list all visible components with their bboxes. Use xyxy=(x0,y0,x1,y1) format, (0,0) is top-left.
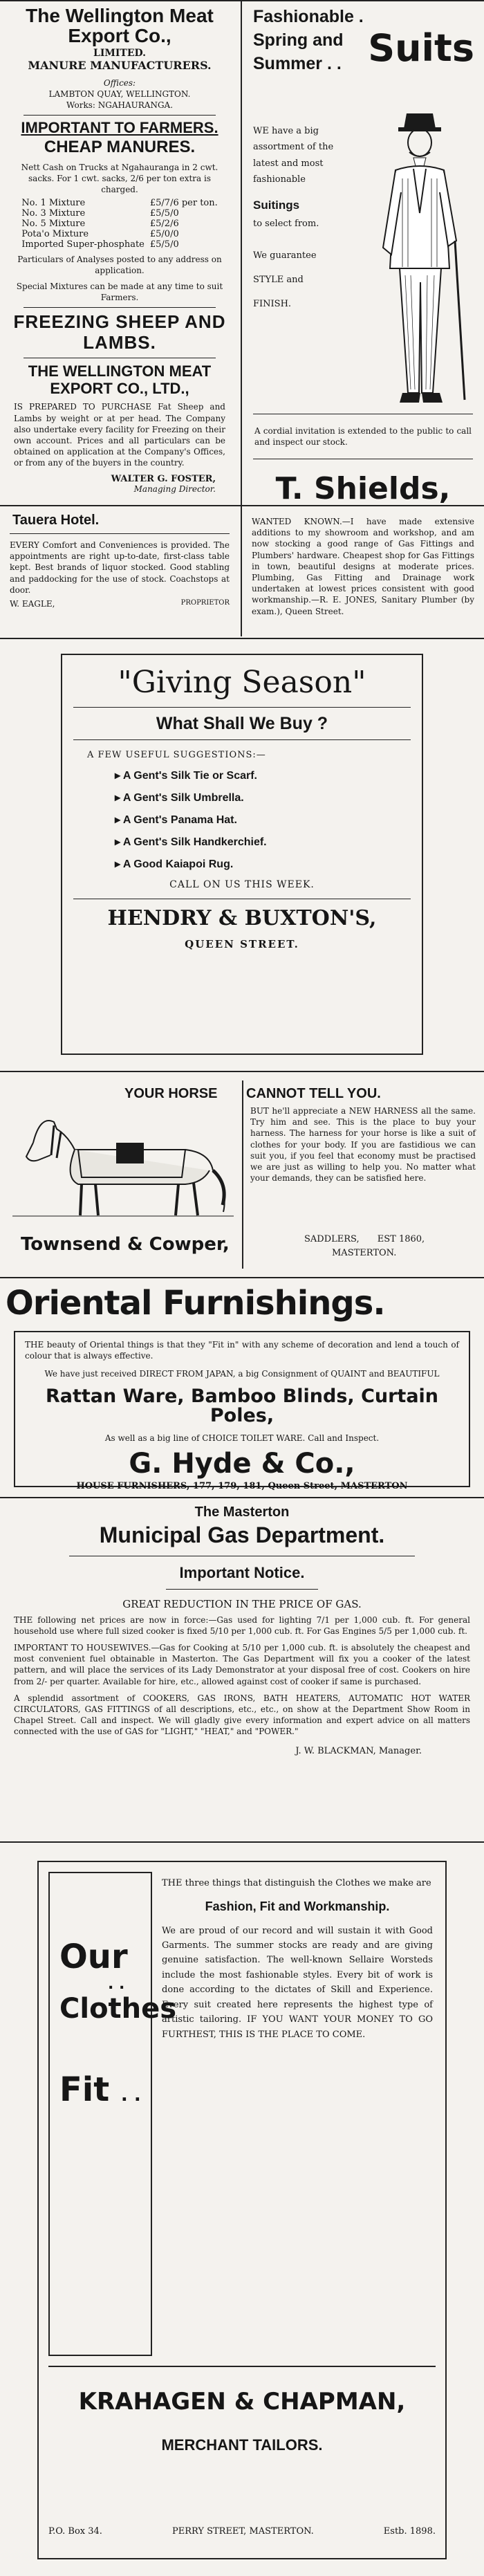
giving-title: "Giving Season" xyxy=(118,665,366,700)
assortment-text: A splendid assortment of COOKERS, GAS IRONS, BATH HEATERS, AUTOMATIC HOT WATER CIRCULATORS, GAS FITTINGS of all descriptions, etc., etc., on show at the Department Show Room in Chapel Street. Call and inspect. We will gladly give every information and expert advice on all matters connected with the use of GAS for "LIGHT," "HEAT," and "POWER." xyxy=(14,1693,470,1737)
important-notice: Important Notice. xyxy=(179,1563,305,1581)
rattan-bamboo-line: Rattan Ware, Bamboo Blinds, Curtain Poles, xyxy=(45,1385,439,1426)
price-reduction: GREAT REDUCTION IN THE PRICE OF GAS. xyxy=(122,1597,362,1610)
mixture-price: £5/5/0 xyxy=(149,208,179,219)
oriental-intro: THE beauty of Oriental things is that they "Fit in" with any scheme of decoration and lend a touch of colour that is always effective. xyxy=(25,1340,459,1361)
offices-line: LAMBTON QUAY, WELLINGTON. xyxy=(48,89,191,99)
divider xyxy=(24,307,216,308)
divider xyxy=(10,533,230,534)
hendry-buxton-name: HENDRY & BUXTON'S, xyxy=(107,906,377,931)
row-rule xyxy=(0,1497,484,1498)
special-mixtures-text: Special Mixtures can be made at any time to suit Farmers. xyxy=(16,281,223,302)
saddlers-line xyxy=(304,1234,425,1244)
divider xyxy=(166,1589,318,1590)
divider xyxy=(73,739,411,740)
cannot-tell-heading: CANNOT TELL YOU. xyxy=(246,1086,381,1101)
krahagen-text xyxy=(162,1872,433,2042)
suitings-label: Suitings xyxy=(253,198,300,212)
suits-heading: Suits xyxy=(368,26,474,70)
proprietor-line xyxy=(10,598,230,609)
mixture-price: £5/2/6 xyxy=(149,219,179,230)
invitation-text: A cordial invitation is extended to the public to call and inspect our stock. xyxy=(254,426,472,448)
krahagen-name: KRAHAGEN & CHAPMAN, xyxy=(78,2388,406,2416)
freezing-body: IS PREPARED TO PURCHASE Fat Sheep and Lambs by weight or at per head. The Company also undertake every facility for Freezing on their own account. Prices and all particulars can be obtained on application at the Company's Offices, or from any of the buyers in the country. xyxy=(14,402,225,468)
merchant-tailors: MERCHANT TAILORS. xyxy=(161,2436,323,2454)
freezing-company: THE WELLINGTON MEAT EXPORT CO., LTD., xyxy=(28,362,212,398)
fashionable-heading: Fashionable . Spring and Summer . . xyxy=(253,7,364,73)
list-item: ▸ A Gent's Silk Handkerchief. xyxy=(115,835,411,849)
particulars-text: Particulars of Analyses posted to any address on application. xyxy=(17,255,222,276)
established: Estb. 1898. xyxy=(383,2526,436,2537)
dots: . . xyxy=(108,1976,125,1994)
gentleman-figure xyxy=(368,109,472,414)
perry-street: PERRY STREET, MASTERTON. xyxy=(171,2526,314,2537)
divider xyxy=(24,115,216,116)
masterton-label: MASTERTON. xyxy=(332,1248,397,1258)
call-on-us: CALL ON US THIS WEEK. xyxy=(169,879,315,891)
giving-season-ad xyxy=(61,654,423,1055)
toilet-ware-line: As well as a big line of CHOICE TOILET WARE. Call and Inspect. xyxy=(104,1433,380,1444)
freezing-heading: FREEZING SHEEP AND LAMBS. xyxy=(13,311,226,353)
assortment-text xyxy=(253,123,357,313)
fit-word: Fit xyxy=(59,2070,110,2109)
table-row xyxy=(19,239,221,250)
mixture-price: £5/5/0 xyxy=(149,239,179,250)
row-rule xyxy=(0,1277,484,1278)
gas-title: Municipal Gas Department. xyxy=(99,1522,385,1547)
guarantee-line: We guarantee xyxy=(253,250,317,261)
row-rule xyxy=(0,505,484,506)
shields-header xyxy=(250,6,476,109)
krahagen-body: We are proud of our record and will sustain it with Good Garments. The summer stocks are ready and are giving genuine satisfaction. The well-known Sellaire Worsteds include the most fashionable styles. Every bit of work is done according to the dictates of Skill and Experience. Every suit created here represents the highest type of artistic tailoring. IF YOU WANT YOUR MONEY TO GO FURTHEST, THIS IS THE PLACE TO COME. xyxy=(162,1925,433,2040)
wanted-known-ad xyxy=(243,512,483,636)
krahagen-footer xyxy=(48,2526,436,2537)
important-farmers: IMPORTANT TO FARMERS. xyxy=(21,119,218,137)
select-line: to select from. xyxy=(253,219,319,230)
mixture-name: No. 1 Mixture xyxy=(21,198,86,209)
saddlers-label: SADDLERS, xyxy=(304,1234,360,1244)
tauera-title: Tauera Hotel. xyxy=(12,513,100,528)
row-rule xyxy=(0,1841,484,1843)
heading-word: Clothes xyxy=(59,1992,177,2025)
list-item: ▸ A Gent's Panama Hat. xyxy=(115,813,411,827)
cheap-manures: CHEAP MANURES. xyxy=(44,138,196,157)
your-horse-heading: YOUR HORSE xyxy=(124,1086,218,1101)
wellington-title: The Wellington Meat Export Co., xyxy=(26,5,214,47)
oriental-furnishings-ad xyxy=(0,1280,484,1494)
manager-title: Managing Director. xyxy=(133,484,216,495)
list-item: ▸ A Good Kaiapoi Rug. xyxy=(115,857,411,871)
limited-label: LIMITED. xyxy=(93,47,147,59)
gift-list xyxy=(73,769,411,871)
mixture-name: Pota'o Mixture xyxy=(21,229,89,240)
wanted-body: WANTED KNOWN.—I have made extensive additions to my showroom and workshop, and am now stocking a good range of Gas Fittings and Plumbers' hardware. Cheapest shop for Gas Fittings in town, beautiful designs at moderate prices. Plumbing, Gas Fitting and Drainage work undertaken at lowest prices consistent with good workmanship.—R. E. JONES, Sanitary Plumber (by exam.), Queen Street. xyxy=(252,517,474,616)
heading-word: Our xyxy=(59,1938,128,1976)
list-item: ▸ A Gent's Silk Tie or Scarf. xyxy=(115,769,411,782)
shields-name: T. Shields, xyxy=(275,471,451,504)
mixture-price-table xyxy=(19,198,221,250)
housewives-text: IMPORTANT TO HOUSEWIVES.—Gas for Cooking at 5/10 per 1,000 cub. ft. is absolutely the cheapest and most convenient fuel obtainable in Masterton. The Gas Department will fix you a cooker of the latest pattern, and will place the services of its Lady Demonstrator at your disposal free of cost. Cookers on hire from 2/- per quarter. Available for hire, etc., allowed against cost of cooker if same is purchased. xyxy=(14,1643,470,1686)
townsend-cowper-ad xyxy=(0,1074,484,1274)
table-row xyxy=(19,208,221,219)
shields-suits-ad xyxy=(242,3,484,504)
table-row xyxy=(19,198,221,208)
works-line: Works: NGAHAURANGA. xyxy=(66,100,174,111)
oriental-received: We have just received DIRECT FROM JAPAN, a big Consignment of QUAINT and BEAUTIFUL xyxy=(44,1369,440,1379)
wellington-meat-ad xyxy=(0,3,239,504)
oriental-title: Oriental Furnishings. xyxy=(6,1284,385,1323)
row-rule xyxy=(0,1071,484,1072)
hyde-name: G. Hyde & Co., xyxy=(129,1448,355,1480)
manager-name: WALTER G. FOSTER, xyxy=(111,474,216,485)
top-rule xyxy=(0,0,484,1)
mixture-name: No. 5 Mixture xyxy=(21,219,86,230)
mixture-price: £5/0/0 xyxy=(149,229,179,240)
the-masterton: The Masterton xyxy=(194,1505,290,1520)
mixture-name: No. 3 Mixture xyxy=(21,208,86,219)
divider xyxy=(73,707,411,708)
oriental-box xyxy=(14,1331,470,1492)
municipal-gas-ad xyxy=(0,1500,484,1839)
net-cash-text: Nett Cash on Trucks at Ngahauranga in 2 cwt. sacks. For 1 cwt. sacks, 2/6 per ton extra is charged. xyxy=(21,162,218,194)
row-rule xyxy=(0,638,484,639)
style-line: STYLE and xyxy=(253,274,304,285)
finish-line: FINISH. xyxy=(253,299,292,310)
three-things-intro: THE three things that distinguish the Clothes we make are xyxy=(162,1878,431,1888)
mixture-price: £5/7/6 per ton. xyxy=(149,198,218,209)
krahagen-chapman-ad xyxy=(37,1861,447,2559)
our-clothes-fit-panel xyxy=(48,1872,177,2356)
gas-prices-text: THE following net prices are now in force:—Gas used for lighting 7/1 per 1,000 cub. ft. For general household use where full sized cooker is fixed 5/10 per 1,000 cub. ft. For Gas Engines 5/5 per 1,000 cub. ft. xyxy=(14,1614,470,1636)
left-heading xyxy=(59,1935,177,2111)
shields-body xyxy=(250,109,476,414)
table-row xyxy=(19,229,221,239)
gas-manager: J. W. BLACKMAN, Manager. xyxy=(295,1745,422,1756)
column-divider xyxy=(241,505,242,636)
heading-word xyxy=(59,2068,151,2111)
harness-body: BUT he'll appreciate a NEW HARNESS all the same. Try him and see. This is the place to buy your harness. The harness for your horse is like a suit of clothes for your body. If you are fastidious we can suit you, if you feel that economy must be practised we are just as willing to help you. No matter what your demands, they can be satisfied here. xyxy=(250,1106,476,1184)
proprietor-name: W. EAGLE, xyxy=(10,598,55,609)
what-shall-we-buy: What Shall We Buy ? xyxy=(156,714,328,733)
column-divider xyxy=(242,1080,243,1269)
table-row xyxy=(19,219,221,229)
tauera-body: EVERY Comfort and Conveniences is provided. The appointments are right up-to-date, first-class table kept. Best brands of liquor stocked. Good stabling and paddocking for the use of stock. Coachstops at door. xyxy=(10,540,230,595)
offices-label: Offices: xyxy=(103,77,136,88)
tauera-hotel-ad xyxy=(0,508,239,636)
divider xyxy=(48,2366,436,2367)
assortment-line: WE have a big assortment of the latest and most fashionable xyxy=(253,126,334,185)
horse-harness-illustration xyxy=(12,1101,234,1219)
suggestions-label: A FEW USEFUL SUGGESTIONS:— xyxy=(87,750,266,761)
est-label: EST 1860, xyxy=(377,1234,425,1244)
manure-subtitle: MANURE MANUFACTURERS. xyxy=(28,58,212,72)
hyde-address: HOUSE FURNISHERS, 177, 179, 181, Queen Street, MASTERTON xyxy=(76,1481,408,1492)
list-item: ▸ A Gent's Silk Umbrella. xyxy=(115,791,411,804)
mixture-name: Imported Super-phosphate xyxy=(21,239,145,250)
po-box: P.O. Box 34. xyxy=(48,2526,102,2537)
dots: . . xyxy=(120,2084,141,2106)
townsend-cowper-name: Townsend & Cowper, xyxy=(21,1234,230,1255)
queen-street: QUEEN STREET. xyxy=(185,937,299,950)
fashion-fit-workmanship: Fashion, Fit and Workmanship. xyxy=(205,1899,390,1913)
proprietor-title: PROPRIETOR xyxy=(180,598,230,607)
